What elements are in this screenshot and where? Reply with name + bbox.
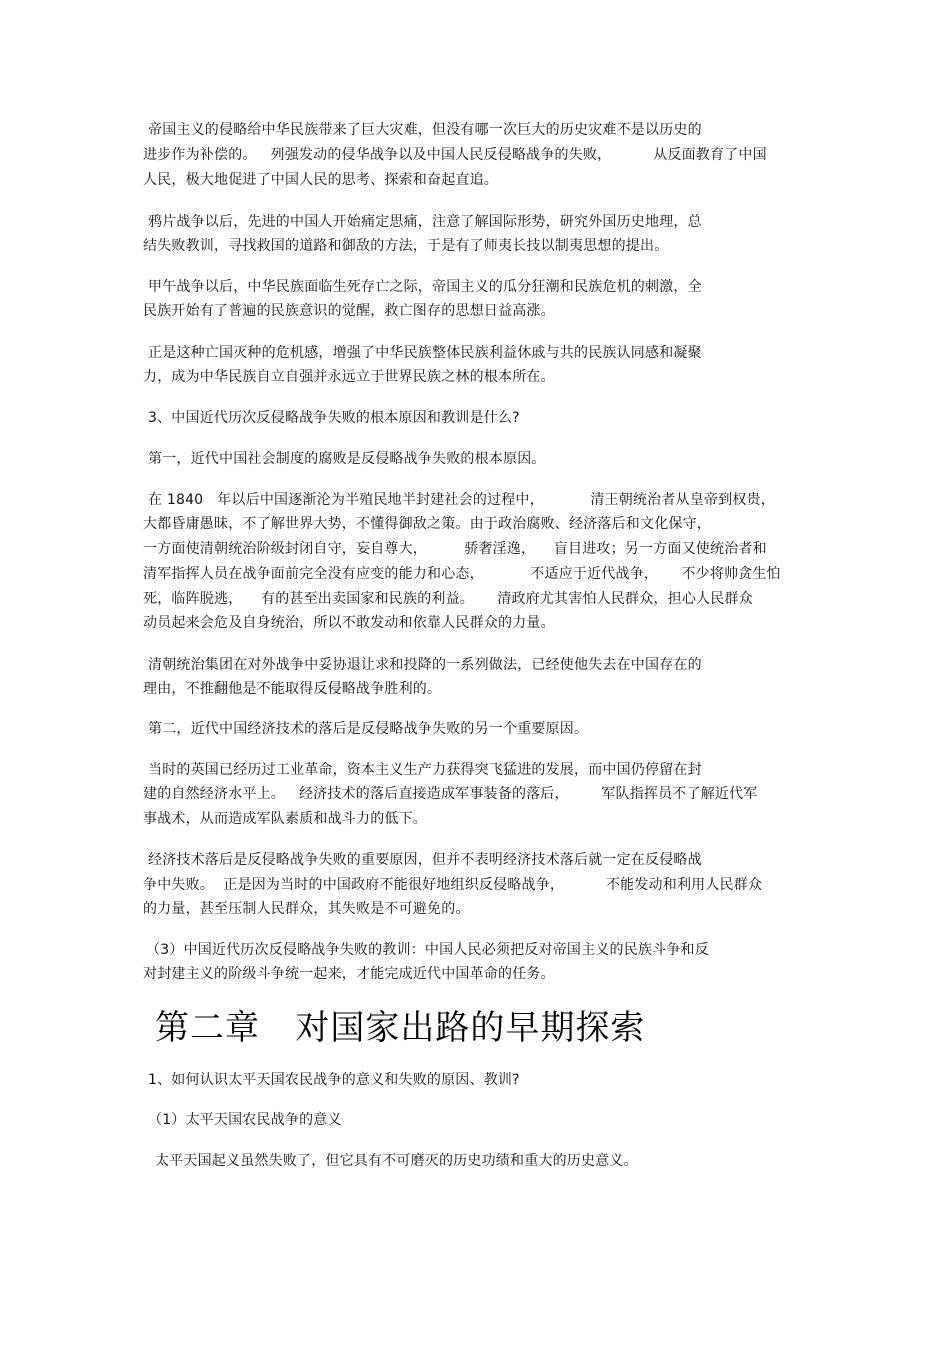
paragraph-line: 第二，近代中国经济技术的落后是反侵略战争失败的另一个重要原因。 — [148, 721, 589, 737]
paragraph-line: 进步作为补偿的。 列强发动的侵华战争以及中国人民反侵略战争的失败， 从反面教育了中国 — [143, 147, 767, 163]
paragraph-line: 力，成为中华民族自立自强并永远立于世界民族之林的根本所在。 — [143, 369, 555, 385]
question-heading: 1、如何认识太平天国农民战争的意义和失败的原因、教训? — [148, 1072, 520, 1088]
paragraph-line: 一方面使清朝统治阶级封闭自守，妄自尊大， 骄奢淫逸， 盲目进攻；另一方面又使统治者和 — [143, 541, 767, 557]
section-heading: （1）太平天国农民战争的意义 — [148, 1112, 342, 1128]
paragraph-line: 经济技术落后是反侵略战争失败的重要原因，但并不表明经济技术落后就一定在反侵略战 — [148, 852, 702, 868]
paragraph-line: 正是这种亡国灭种的危机感，增强了中华民族整体民族利益休戚与共的民族认同感和凝聚 — [148, 345, 702, 361]
paragraph-line: 人民，极大地促进了中国人民的思考、探索和奋起直追。 — [143, 172, 498, 188]
chapter-title: 第二章 对国家出路的早期探索 — [155, 1008, 646, 1048]
paragraph-line: 的力量，甚至压制人民群众，其失败是不可避免的。 — [143, 901, 470, 917]
paragraph-line: 大都昏庸愚昧，不了解世界大势，不懂得御敌之策。由于政治腐败、经济落后和文化保守， — [143, 516, 711, 532]
paragraph-line: 帝国主义的侵略给中华民族带来了巨大灾难，但没有哪一次巨大的历史灾难不是以历史的 — [148, 122, 702, 138]
paragraph-line: 结失败教训，寻找救国的道路和御敌的方法，于是有了师夷长技以制夷思想的提出。 — [143, 238, 669, 254]
paragraph-line: （3）中国近代历次反侵略战争失败的教训：中国人民必须把反对帝国主义的民族斗争和反 — [146, 942, 709, 958]
paragraph-line: 清朝统治集团在对外战争中妥协退让求和投降的一系列做法，已经使他失去在中国存在的 — [148, 657, 702, 673]
paragraph-line: 第一，近代中国社会制度的腐败是反侵略战争失败的根本原因。 — [148, 451, 546, 467]
question-heading: 3、中国近代历次反侵略战争失败的根本原因和教训是什么? — [148, 410, 520, 426]
paragraph-line: 太平天国起义虽然失败了，但它具有不可磨灭的历史功绩和重大的历史意义。 — [155, 1153, 638, 1169]
paragraph-line: 理由，不推翻他是不能取得反侵略战争胜利的。 — [143, 681, 442, 697]
paragraph-line: 争中失败。 正是因为当时的中国政府不能很好地组织反侵略战争， 不能发动和利用人民群众 — [143, 877, 763, 893]
paragraph-line: 当时的英国已经历过工业革命，资本主义生产力获得突飞猛进的发展，而中国仍停留在封 — [148, 762, 702, 778]
paragraph-line: 民族开始有了普遍的民族意识的觉醒，救亡图存的思想日益高涨。 — [143, 303, 555, 319]
paragraph-line: 动员起来会危及自身统治，所以不敢发动和依靠人民群众的力量。 — [143, 615, 555, 631]
paragraph-line: 在 1840 年以后中国逐渐沦为半殖民地半封建社会的过程中， 清王朝统治者从皇帝到权贵， — [148, 492, 775, 508]
paragraph-line: 建的自然经济水平上。 经济技术的落后直接造成军事装备的落后， 军队指挥员不了解近代军 — [143, 786, 758, 802]
paragraph-line: 事战术，从而造成军队素质和战斗力的低下。 — [143, 811, 427, 827]
paragraph-line: 对封建主义的阶级斗争统一起来，才能完成近代中国革命的任务。 — [143, 966, 555, 982]
paragraph-line: 甲午战争以后，中华民族面临生死存亡之际，帝国主义的瓜分狂潮和民族危机的刺激，全 — [148, 279, 702, 295]
paragraph-line: 鸦片战争以后，先进的中国人开始痛定思痛，注意了解国际形势，研究外国历史地理，总 — [148, 214, 702, 230]
paragraph-line: 清军指挥人员在战争面前完全没有应变的能力和心态， 不适应于近代战争， 不少将帅贪生怕 — [143, 566, 781, 582]
paragraph-line: 死，临阵脱逃， 有的甚至出卖国家和民族的利益。 清政府尤其害怕人民群众，担心人民群众 — [143, 591, 753, 607]
